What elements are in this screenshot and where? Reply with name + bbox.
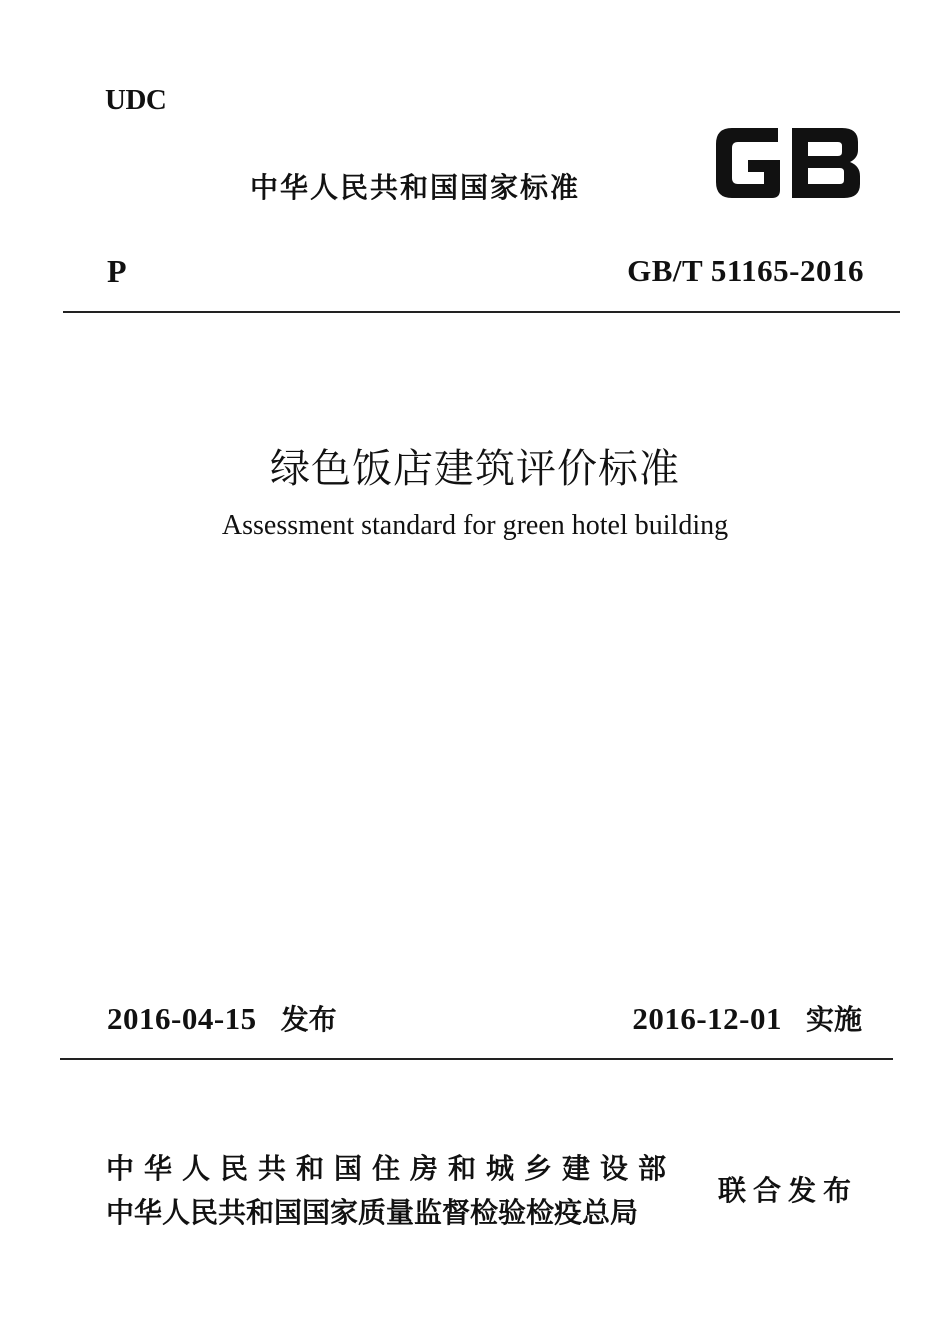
national-standard-heading: 中华人民共和国国家标准 [250, 171, 581, 204]
implementation-date: 2016-12-01 [632, 1001, 782, 1036]
top-divider [63, 311, 900, 313]
issue-label: 发布 [280, 1003, 337, 1036]
title-english: Assessment standard for green hotel building [221, 510, 729, 541]
implementation-label: 实施 [805, 1003, 862, 1036]
joint-publish-label: 联合发布 [718, 1174, 859, 1207]
publisher-administration: 中华人民共和国国家质量监督检验检疫总局 [106, 1196, 639, 1229]
publisher-ministry: 中华人民共和国住房和城乡建设部 [106, 1152, 677, 1185]
bottom-divider [60, 1058, 893, 1060]
gb-logo-b [792, 128, 860, 198]
issue-date-block [107, 998, 337, 1038]
implementation-date-block [632, 998, 862, 1038]
standard-number: GB/T 51165-2016 [627, 253, 864, 288]
gb-logo [712, 124, 866, 202]
gb-logo-g [716, 128, 780, 198]
title-chinese: 绿色饭店建筑评价标准 [270, 446, 680, 492]
classification-code: P [107, 253, 127, 289]
udc-label: UDC [105, 84, 167, 116]
issue-date: 2016-04-15 [107, 1001, 257, 1036]
